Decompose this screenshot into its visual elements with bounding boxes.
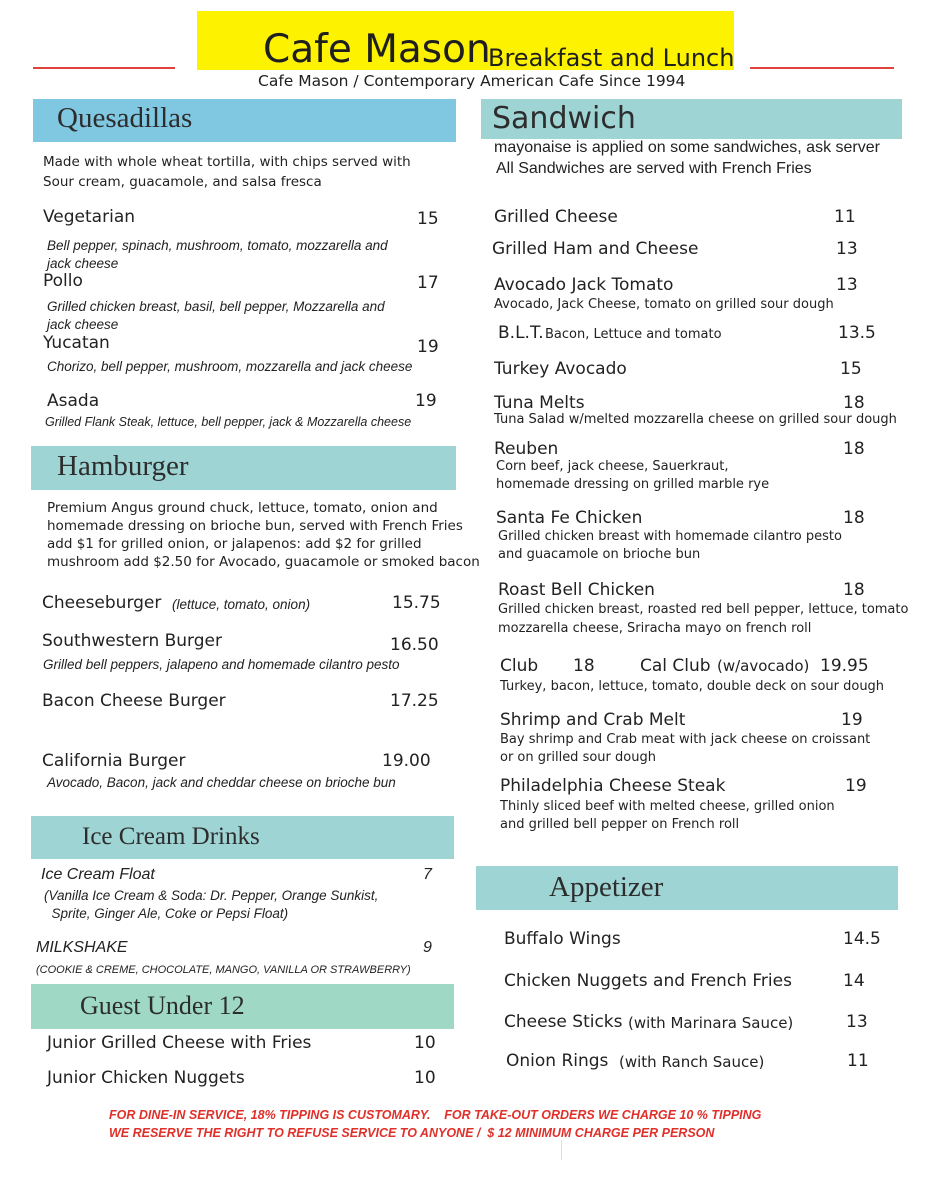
menu-item-note: (with Ranch Sauce) [619,1053,765,1071]
menu-item-price: 19 [841,710,863,730]
hamburger-intro-line2: homemade dressing on brioche bun, served with French Fries [47,518,463,534]
menu-item-price: 18 [843,393,865,413]
footer-policy-note: WE RESERVE THE RIGHT TO REFUSE SERVICE TO ANYONE / $ 12 MINIMUM CHARGE PER PERSON [109,1126,715,1140]
menu-item-name: Reuben [494,439,559,459]
menu-item-desc: Grilled chicken breast, basil, bell pepper, Mozzarella and [47,299,385,314]
menu-item-name: Santa Fe Chicken [496,508,643,528]
menu-item-price: 17.25 [390,691,439,711]
menu-item-name: Southwestern Burger [42,631,222,651]
menu-item-price: 18 [843,508,865,528]
menu-item-name-alt: Cal Club [640,656,711,676]
menu-item-name: Ice Cream Float [41,866,155,883]
menu-item-price: 14 [843,971,865,991]
menu-item-desc: or on grilled sour dough [500,750,656,765]
menu-item-desc: (COOKIE & CREME, CHOCOLATE, MANGO, VANILLA OR STRAWBERRY) [36,964,411,976]
hamburger-intro-line1: Premium Angus ground chuck, lettuce, tomato, onion and [47,500,438,516]
menu-item-name: Club [500,656,539,676]
menu-item-name: Pollo [43,271,83,291]
menu-item-name: Buffalo Wings [504,929,621,949]
menu-item-desc: Avocado, Jack Cheese, tomato on grilled sour dough [494,297,834,312]
menu-item-price: 17 [417,273,439,293]
menu-item-price: 19.00 [382,751,431,771]
menu-item-name: Cheeseburger [42,593,162,613]
kids-title: Guest Under 12 [80,991,245,1020]
menu-item-price: 13 [846,1012,868,1032]
menu-item-desc: jack cheese [47,256,119,271]
menu-item-desc: (Vanilla Ice Cream & Soda: Dr. Pepper, Orange Sunkist, [44,888,379,903]
menu-item-desc: Sprite, Ginger Ale, Coke or Pepsi Float) [44,906,289,921]
restaurant-name: Cafe Mason [263,27,491,72]
menu-item-name: Philadelphia Cheese Steak [500,776,726,796]
menu-item-price: 7 [423,866,432,883]
menu-item-name: Cheese Sticks [504,1012,623,1032]
menu-item-name: Grilled Ham and Cheese [492,239,699,259]
menu-item-name: Chicken Nuggets and French Fries [504,971,792,991]
menu-item-name: Junior Chicken Nuggets [47,1068,245,1088]
menu-item-desc: Bell pepper, spinach, mushroom, tomato, mozzarella and [47,238,388,253]
menu-item-name: Grilled Cheese [494,207,618,227]
menu-item-name: MILKSHAKE [36,939,128,956]
menu-item-price: 13 [836,239,858,259]
tagline: Cafe Mason / Contemporary American Cafe Since 1994 [258,72,686,90]
restaurant-subtitle: Breakfast and Lunch [488,44,735,72]
menu-item-name: Asada [47,391,100,411]
menu-item-price: 15.75 [392,593,441,613]
menu-item-desc: Thinly sliced beef with melted cheese, grilled onion [500,799,835,814]
menu-item-price: 19 [845,776,867,796]
menu-item-price: 9 [423,939,432,956]
hamburger-title: Hamburger [57,450,189,482]
menu-item-price: 11 [847,1051,869,1071]
menu-item-desc: Bay shrimp and Crab meat with jack cheese on croissant [500,732,871,747]
right-rule [750,67,894,69]
menu-item-desc: Avocado, Bacon, jack and cheddar cheese on brioche bun [47,775,396,790]
menu-item-price: 11 [834,207,856,227]
menu-item-desc: Grilled chicken breast with homemade cilantro pesto [498,529,842,544]
menu-item-note: (lettuce, tomato, onion) [172,597,311,612]
menu-item-name: Onion Rings [506,1051,609,1071]
menu-item-name: Vegetarian [43,207,136,227]
quesadillas-title: Quesadillas [57,102,193,134]
sandwich-note-1: mayonaise is applied on some sandwiches, ask server [494,139,880,156]
menu-item-name: California Burger [42,751,186,771]
menu-item-desc: homemade dressing on grilled marble rye [496,477,770,492]
menu-item-name: Bacon Cheese Burger [42,691,226,711]
menu-item-desc: Chorizo, bell pepper, mushroom, mozzarella and jack cheese [47,359,413,374]
menu-item-desc: Turkey, bacon, lettuce, tomato, double deck on sour dough [500,679,885,694]
menu-item-name: Turkey Avocado [494,359,627,379]
menu-item-inline-desc: (w/avocado) [717,657,810,675]
menu-item-name: Shrimp and Crab Melt [500,710,686,730]
hamburger-intro-line3: add $1 for grilled onion, or jalapenos: add $2 for grilled [47,536,422,552]
menu-item-desc: mozzarella cheese, Sriracha mayo on french roll [498,621,812,636]
menu-item-desc: jack cheese [47,317,119,332]
menu-item-price: 10 [414,1033,436,1053]
menu-item-price: 18 [843,580,865,600]
menu-item-price: 19 [415,391,437,411]
menu-item-price: 15 [417,209,439,229]
quesadillas-intro-line2: Sour cream, guacamole, and salsa fresca [43,174,322,190]
menu-item-inline-desc: Bacon, Lettuce and tomato [545,327,722,342]
footer-tipping-note: FOR DINE-IN SERVICE, 18% TIPPING IS CUSTOMARY. FOR TAKE-OUT ORDERS WE CHARGE 10 % TIPPING [109,1108,762,1122]
footer-marker [561,1140,562,1160]
sandwich-note-2: All Sandwiches are served with French Fries [496,160,812,177]
ice-cream-title: Ice Cream Drinks [82,823,260,850]
menu-item-price: 13.5 [838,323,876,343]
menu-item-price: 15 [840,359,862,379]
menu-item-price: 19 [417,337,439,357]
menu-item-name: Junior Grilled Cheese with Fries [47,1033,312,1053]
menu-item-name: B.L.T. [498,323,544,343]
menu-item-name: Avocado Jack Tomato [494,275,674,295]
menu-item-price-alt: 19.95 [820,656,869,676]
menu-item-desc: Tuna Salad w/melted mozzarella cheese on grilled sour dough [494,412,897,427]
menu-item-price: 14.5 [843,929,881,949]
menu-item-desc: Grilled Flank Steak, lettuce, bell pepper, jack & Mozzarella cheese [45,415,412,429]
menu-item-price: 16.50 [390,635,439,655]
menu-item-desc: Corn beef, jack cheese, Sauerkraut, [496,459,729,474]
menu-item-price: 10 [414,1068,436,1088]
quesadillas-intro-line1: Made with whole wheat tortilla, with chips served with [43,154,411,170]
left-rule [33,67,175,69]
menu-item-price: 13 [836,275,858,295]
sandwich-title: Sandwich [492,101,636,136]
menu-item-name: Tuna Melts [494,393,585,413]
menu-item-desc: Grilled chicken breast, roasted red bell pepper, lettuce, tomato [498,602,909,617]
menu-item-price: 18 [573,656,595,676]
menu-item-name: Yucatan [43,333,110,353]
appetizer-header-bar [476,866,898,910]
menu-item-desc: Grilled bell peppers, jalapeno and homemade cilantro pesto [43,657,400,672]
menu-item-note: (with Marinara Sauce) [628,1014,794,1032]
menu-item-desc: and grilled bell pepper on French roll [500,817,740,832]
menu-item-name: Roast Bell Chicken [498,580,655,600]
menu-item-price: 18 [843,439,865,459]
menu-item-desc: and guacamole on brioche bun [498,547,701,562]
appetizer-title: Appetizer [549,871,664,903]
hamburger-intro-line4: mushroom add $2.50 for Avocado, guacamole or smoked bacon [47,554,480,570]
